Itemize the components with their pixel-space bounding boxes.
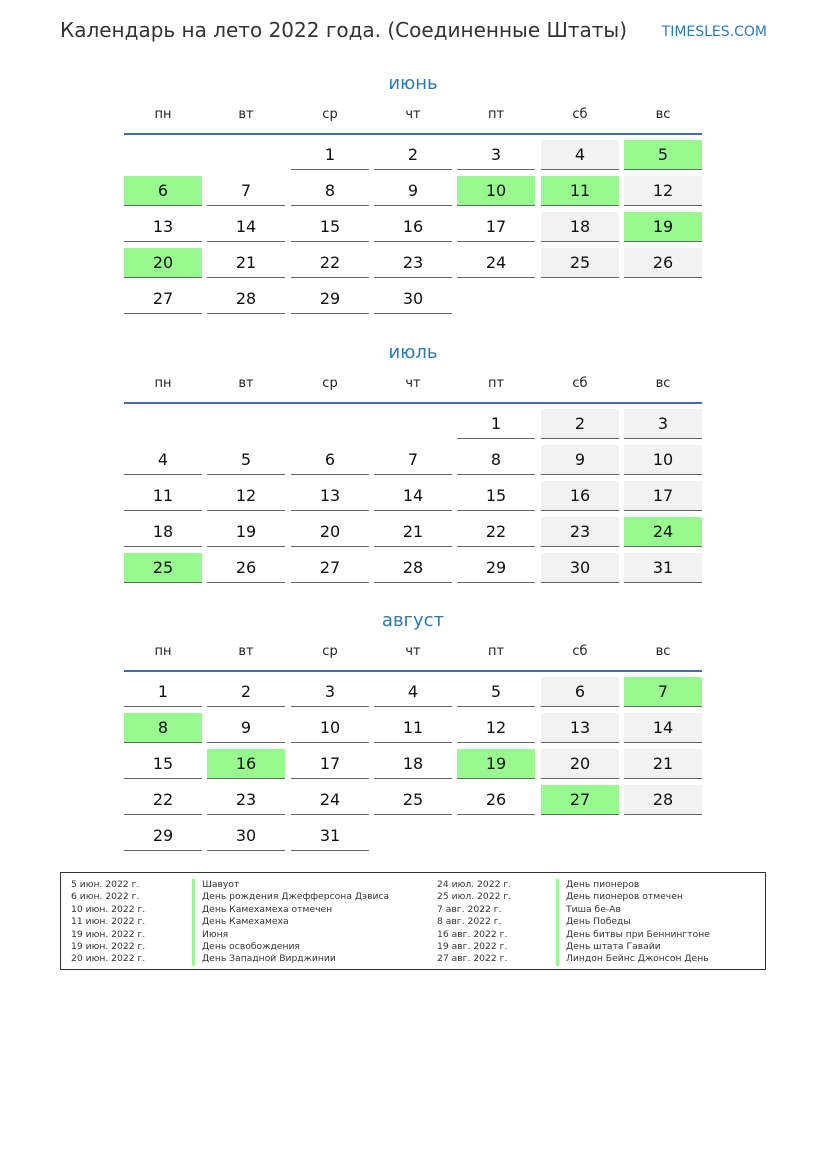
day-cell: 30 — [541, 553, 619, 583]
day-cell: 10 — [624, 445, 702, 475]
legend-date: 19 июн. 2022 г. — [71, 941, 146, 952]
weekday-label: вс — [655, 644, 671, 659]
day-cell: 31 — [624, 553, 702, 583]
day-cell: 15 — [291, 212, 369, 242]
day-cell-holiday: 19 — [624, 212, 702, 242]
day-cell: 8 — [291, 176, 369, 206]
day-cell-holiday: 25 — [124, 553, 202, 583]
legend-date: 5 июн. 2022 г. — [71, 879, 140, 890]
weekday-label: ср — [322, 376, 338, 391]
legend-date: 6 июн. 2022 г. — [71, 891, 140, 903]
weekday-label: пт — [487, 644, 505, 659]
day-cell: 14 — [624, 713, 702, 743]
weekday-label: пн — [154, 376, 172, 391]
weekday-label: сб — [572, 376, 588, 391]
day-cell-holiday: 6 — [124, 176, 202, 206]
day-cell: 14 — [374, 481, 452, 511]
legend-date: 20 июн. 2022 г. — [71, 953, 146, 965]
day-cell: 9 — [207, 713, 285, 743]
day-cell: 17 — [624, 481, 702, 511]
day-cell: 4 — [124, 445, 202, 475]
legend-holiday-name: День рождения Джефферсона Дэвиса — [192, 891, 389, 903]
month-name: август — [381, 610, 445, 631]
day-cell: 2 — [541, 409, 619, 439]
legend-date: 10 июн. 2022 г. — [71, 903, 146, 915]
legend-date: 19 июн. 2022 г. — [71, 928, 146, 940]
day-cell: 10 — [291, 713, 369, 743]
day-cell: 30 — [374, 284, 452, 314]
day-cell: 2 — [374, 140, 452, 170]
day-cell: 28 — [207, 284, 285, 314]
legend-holiday-name: День штата Гавайи — [556, 941, 661, 953]
day-cell: 18 — [374, 749, 452, 779]
day-cell: 21 — [624, 749, 702, 779]
day-cell: 23 — [207, 785, 285, 815]
day-cell: 31 — [291, 821, 369, 851]
legend-holiday-name: День пионеров отмечен — [556, 891, 683, 903]
day-cell-holiday: 10 — [457, 176, 535, 206]
day-cell: 5 — [207, 445, 285, 475]
weekday-header — [124, 107, 702, 127]
weekday-label: пн — [154, 107, 172, 122]
legend-holiday-name: Тиша бе-Ав — [556, 904, 621, 916]
weekday-header — [124, 376, 702, 396]
legend-holiday-name: Июня — [192, 929, 228, 941]
header-divider — [124, 133, 702, 135]
day-cell: 28 — [374, 553, 452, 583]
legend-date: 19 авг. 2022 г. — [437, 941, 508, 952]
day-cell: 7 — [207, 176, 285, 206]
month-name: июль — [388, 342, 438, 363]
day-cell-holiday: 19 — [457, 749, 535, 779]
legend-holiday-name: День Западной Вирджинии — [192, 953, 336, 965]
weekday-label: ср — [322, 644, 338, 659]
day-cell: 11 — [374, 713, 452, 743]
weekday-label: сб — [572, 644, 588, 659]
day-cell: 18 — [541, 212, 619, 242]
legend-date: 27 авг. 2022 г. — [437, 953, 508, 965]
day-cell: 9 — [374, 176, 452, 206]
day-cell: 17 — [457, 212, 535, 242]
day-cell: 17 — [291, 749, 369, 779]
weekday-label: сб — [572, 107, 588, 122]
legend-holiday-name: День пионеров — [556, 879, 639, 891]
weekday-label: вс — [655, 376, 671, 391]
day-cell: 1 — [291, 140, 369, 170]
day-cell: 13 — [541, 713, 619, 743]
day-cell: 8 — [457, 445, 535, 475]
day-cell: 16 — [541, 481, 619, 511]
legend-holiday-name: Шавуот — [192, 879, 239, 891]
day-cell: 29 — [124, 821, 202, 851]
day-cell: 20 — [291, 517, 369, 547]
day-cell: 4 — [541, 140, 619, 170]
day-cell-holiday: 24 — [624, 517, 702, 547]
day-cell: 18 — [124, 517, 202, 547]
legend-holiday-name: День Победы — [556, 916, 631, 928]
day-cell-holiday: 7 — [624, 677, 702, 707]
holiday-legend — [60, 872, 766, 970]
day-cell: 27 — [291, 553, 369, 583]
legend-holiday-name: День Камехамеха — [192, 916, 289, 928]
weekday-label: чт — [405, 107, 421, 122]
legend-date: 25 июл. 2022 г. — [437, 891, 512, 903]
header-divider — [124, 402, 702, 404]
day-cell: 11 — [124, 481, 202, 511]
weekday-label: чт — [405, 644, 421, 659]
legend-holiday-name: День Камехамеха отмечен — [192, 904, 332, 916]
weekday-label: пн — [154, 644, 172, 659]
day-cell: 28 — [624, 785, 702, 815]
day-cell: 20 — [541, 749, 619, 779]
day-cell: 26 — [457, 785, 535, 815]
page-title: Календарь на лето 2022 года. (Соединенные Штаты) — [60, 18, 628, 42]
day-cell: 21 — [374, 517, 452, 547]
day-cell-holiday: 16 — [207, 749, 285, 779]
day-cell: 12 — [624, 176, 702, 206]
day-cell: 21 — [207, 248, 285, 278]
weekday-label: пт — [487, 376, 505, 391]
day-cell-holiday: 5 — [624, 140, 702, 170]
day-cell: 14 — [207, 212, 285, 242]
day-cell: 29 — [457, 553, 535, 583]
weekday-label: вс — [655, 107, 671, 122]
header-divider — [124, 670, 702, 672]
day-cell: 27 — [124, 284, 202, 314]
legend-date: 11 июн. 2022 г. — [71, 916, 146, 928]
day-cell: 15 — [124, 749, 202, 779]
day-cell: 24 — [291, 785, 369, 815]
day-cell: 24 — [457, 248, 535, 278]
day-cell-holiday: 11 — [541, 176, 619, 206]
legend-holiday-name: Линдон Бейнс Джонсон День — [556, 953, 709, 965]
day-cell: 19 — [207, 517, 285, 547]
day-cell: 3 — [291, 677, 369, 707]
weekday-header — [124, 644, 702, 664]
day-cell: 13 — [291, 481, 369, 511]
day-cell: 22 — [124, 785, 202, 815]
day-cell: 29 — [291, 284, 369, 314]
day-cell: 22 — [291, 248, 369, 278]
site-link[interactable]: TIMESLES.COM — [661, 24, 767, 40]
weekday-label: вт — [238, 644, 254, 659]
day-cell: 13 — [124, 212, 202, 242]
legend-holiday-name: День освобождения — [192, 941, 300, 953]
legend-date: 8 авг. 2022 г. — [437, 916, 502, 928]
day-cell: 12 — [207, 481, 285, 511]
weekday-label: ср — [322, 107, 338, 122]
day-cell: 23 — [541, 517, 619, 547]
day-cell: 1 — [124, 677, 202, 707]
legend-holiday-name: День битвы при Беннингтоне — [556, 929, 710, 941]
day-cell: 12 — [457, 713, 535, 743]
legend-date: 24 июл. 2022 г. — [437, 879, 512, 890]
day-cell: 3 — [457, 140, 535, 170]
weekday-label: вт — [238, 376, 254, 391]
day-cell: 7 — [374, 445, 452, 475]
day-cell: 25 — [541, 248, 619, 278]
day-cell-holiday: 8 — [124, 713, 202, 743]
day-cell: 2 — [207, 677, 285, 707]
day-cell: 15 — [457, 481, 535, 511]
day-cell: 6 — [291, 445, 369, 475]
day-cell: 4 — [374, 677, 452, 707]
day-cell: 1 — [457, 409, 535, 439]
day-cell-holiday: 27 — [541, 785, 619, 815]
day-cell: 25 — [374, 785, 452, 815]
weekday-label: пт — [487, 107, 505, 122]
weekday-label: вт — [238, 107, 254, 122]
day-cell: 5 — [457, 677, 535, 707]
day-cell: 26 — [207, 553, 285, 583]
weekday-label: чт — [405, 376, 421, 391]
month-name: июнь — [388, 73, 438, 94]
day-cell-holiday: 20 — [124, 248, 202, 278]
day-cell: 22 — [457, 517, 535, 547]
legend-date: 16 авг. 2022 г. — [437, 928, 508, 940]
day-cell: 26 — [624, 248, 702, 278]
day-cell: 16 — [374, 212, 452, 242]
day-cell: 23 — [374, 248, 452, 278]
day-cell: 30 — [207, 821, 285, 851]
day-cell: 9 — [541, 445, 619, 475]
day-cell: 3 — [624, 409, 702, 439]
legend-date: 7 авг. 2022 г. — [437, 903, 502, 915]
day-cell: 6 — [541, 677, 619, 707]
